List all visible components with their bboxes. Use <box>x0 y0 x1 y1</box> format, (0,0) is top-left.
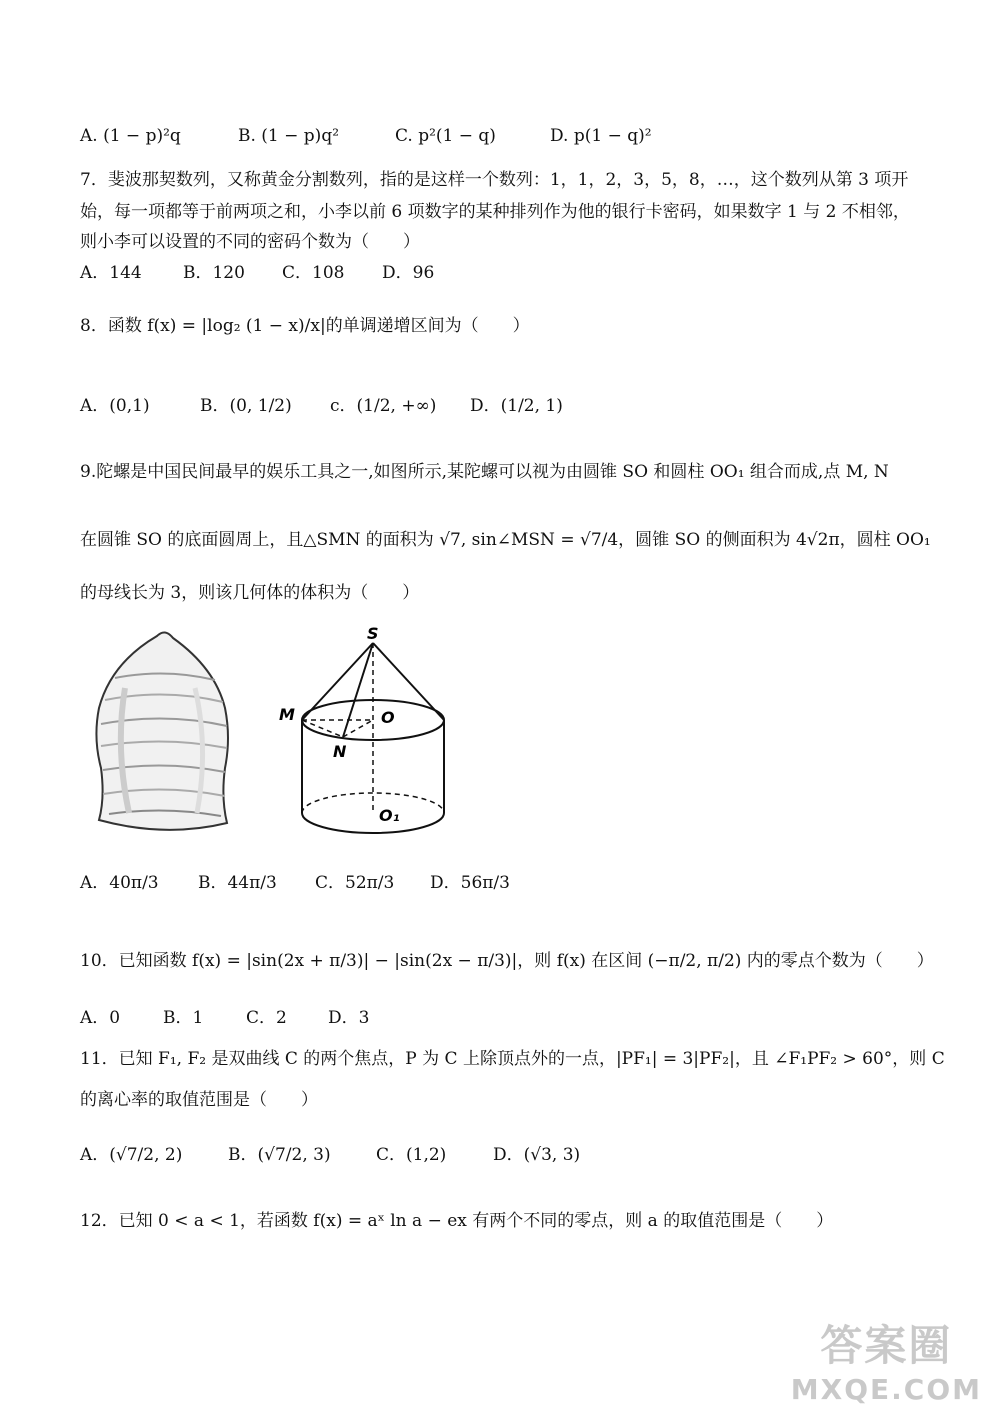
q9-stem-line3: 的母线长为 3，则该几何体的体积为（ ） <box>80 583 420 603</box>
q6-option-b: B. (1 − p)q² <box>238 126 340 146</box>
cone-cylinder-diagram <box>275 625 460 840</box>
q9-stem-line1: 9.陀螺是中国民间最早的娱乐工具之一,如图所示,某陀螺可以视为由圆锥 SO 和圆柱 OO₁ 组合而成,点 M, N <box>80 462 889 482</box>
label-o1: O₁ <box>379 806 400 825</box>
q10-option-d: D．3 <box>328 1008 370 1028</box>
q8-option-d: D．(1/2, 1) <box>470 396 563 416</box>
q7-option-d: D．96 <box>382 263 435 283</box>
q11-stem-line2: 的离心率的取值范围是（ ） <box>80 1090 318 1110</box>
q12-stem: 12．已知 0 < a < 1，若函数 f(x) = aˣ ln a − ex 有两个不同的零点，则 a 的取值范围是（ ） <box>80 1211 834 1231</box>
spinning-top-photo <box>85 628 245 836</box>
watermark-url: MXQE.COM <box>790 1373 982 1406</box>
q9-stem-line2: 在圆锥 SO 的底面圆周上，且△SMN 的面积为 √7, sin∠MSN = √7/4，圆锥 SO 的侧面积为 4√2π，圆柱 OO₁ <box>80 530 931 550</box>
label-s: S <box>367 625 379 643</box>
watermark-logo-text: 答案圈 <box>820 1321 953 1370</box>
q7-stem-line3: 则小李可以设置的不同的密码个数为（ ） <box>80 232 420 252</box>
q7-stem-line2: 始，每一项都等于前两项之和，小李以前 6 项数字的某种排列作为他的银行卡密码，如果数字 1 与 2 不相邻， <box>80 202 910 222</box>
q7-option-b: B．120 <box>183 263 245 283</box>
q10-option-a: A．0 <box>80 1008 121 1028</box>
q11-option-d: D．(√3, 3) <box>493 1145 581 1165</box>
q9-option-a: A．40π/3 <box>80 873 159 893</box>
label-m: M <box>279 705 295 724</box>
q6-option-a: A. (1 − p)²q <box>80 126 181 146</box>
q8-option-a: A．(0,1) <box>80 396 150 416</box>
q7-stem-line1: 7．斐波那契数列，又称黄金分割数列，指的是这样一个数列：1，1，2，3，5，8，…，这个数列从第 3 项开 <box>80 170 909 190</box>
label-n: N <box>333 742 347 761</box>
q8-option-c: c．(1/2, +∞) <box>330 396 437 416</box>
label-o: O <box>381 708 395 727</box>
q6-option-c: C. p²(1 − q) <box>395 126 496 146</box>
q10-option-c: C．2 <box>246 1008 287 1028</box>
q9-option-c: C．52π/3 <box>315 873 395 893</box>
q9-option-b: B．44π/3 <box>198 873 277 893</box>
q8-function-expression: 8．函数 f(x) = |log₂ (1 − x)/x| <box>80 316 326 336</box>
q7-option-c: C．108 <box>282 263 345 283</box>
q10-stem: 10．已知函数 f(x) = |sin(2x + π/3)| − |sin(2x − π/3)|，则 f(x) 在区间 (−π/2, π/2) 内的零点个数为（ ） <box>80 951 934 971</box>
q6-option-d: D. p(1 − q)² <box>550 126 652 146</box>
q11-option-b: B．(√7/2, 3) <box>228 1145 331 1165</box>
site-watermark <box>791 1313 982 1406</box>
q9-option-d: D．56π/3 <box>430 873 510 893</box>
q8-question-text: 的单调递增区间为（ ） <box>325 316 530 336</box>
q7-option-a: A．144 <box>80 263 142 283</box>
q11-option-c: C．(1,2) <box>376 1145 447 1165</box>
q8-option-b: B．(0, 1/2) <box>200 396 292 416</box>
q11-stem-line1: 11．已知 F₁, F₂ 是双曲线 C 的两个焦点，P 为 C 上除顶点外的一点，|PF₁| = 3|PF₂|，且 ∠F₁PF₂ > 60°，则 C <box>80 1049 945 1069</box>
q8-stem <box>80 313 530 339</box>
q10-option-b: B．1 <box>163 1008 204 1028</box>
q11-option-a: A．(√7/2, 2) <box>80 1145 183 1165</box>
